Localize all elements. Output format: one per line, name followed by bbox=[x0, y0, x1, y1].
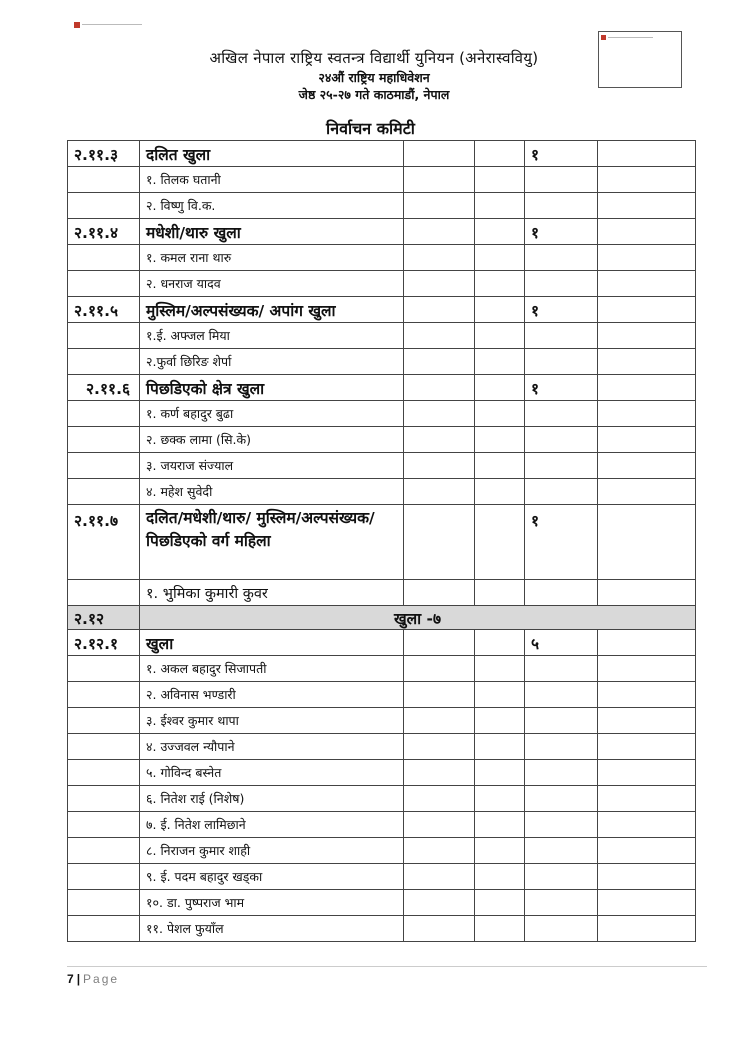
committee-title: निर्वाचन कमिटी bbox=[326, 119, 415, 138]
empty-cell bbox=[598, 656, 696, 682]
empty-cell bbox=[475, 349, 525, 375]
candidate-table-body bbox=[68, 141, 696, 942]
candidate-table bbox=[67, 140, 696, 942]
empty-cell bbox=[598, 838, 696, 864]
candidate-name: ४. उज्जवल न्यौपाने bbox=[140, 734, 404, 760]
candidate-row bbox=[68, 890, 696, 916]
empty-cell bbox=[404, 838, 475, 864]
empty-cell bbox=[475, 786, 525, 812]
empty-cell bbox=[68, 760, 140, 786]
candidate-row bbox=[68, 760, 696, 786]
category-title: पिछडिएको क्षेत्र खुला bbox=[140, 375, 404, 401]
empty-cell bbox=[525, 193, 598, 219]
candidate-name: १.ई. अफ्जल मिया bbox=[140, 323, 404, 349]
empty-cell bbox=[404, 401, 475, 427]
empty-cell bbox=[68, 916, 140, 942]
empty-cell bbox=[404, 375, 475, 401]
category-number: २.११.७ bbox=[68, 505, 140, 580]
candidate-name: ९. ई. पदम बहादुर खड्का bbox=[140, 864, 404, 890]
empty-cell bbox=[68, 580, 140, 606]
empty-cell bbox=[68, 349, 140, 375]
empty-cell bbox=[525, 580, 598, 606]
empty-cell bbox=[404, 453, 475, 479]
candidate-name: १. भुमिका कुमारी कुवर bbox=[140, 580, 404, 606]
empty-cell bbox=[475, 323, 525, 349]
empty-cell bbox=[525, 245, 598, 271]
empty-cell bbox=[598, 323, 696, 349]
category-number: २.११.३ bbox=[68, 141, 140, 167]
candidate-name: ४. महेश सुवेदी bbox=[140, 479, 404, 505]
seat-count: १ bbox=[525, 297, 598, 323]
empty-cell bbox=[598, 193, 696, 219]
empty-cell bbox=[598, 580, 696, 606]
empty-cell bbox=[475, 375, 525, 401]
candidate-name: २. अविनास भण्डारी bbox=[140, 682, 404, 708]
category-row bbox=[68, 297, 696, 323]
category-row bbox=[68, 219, 696, 245]
candidate-row bbox=[68, 708, 696, 734]
empty-cell bbox=[598, 167, 696, 193]
seat-count: १ bbox=[525, 505, 598, 580]
empty-cell bbox=[525, 760, 598, 786]
section-row bbox=[68, 606, 696, 630]
empty-cell bbox=[68, 167, 140, 193]
empty-cell bbox=[475, 916, 525, 942]
empty-cell bbox=[404, 786, 475, 812]
candidate-row bbox=[68, 401, 696, 427]
empty-cell bbox=[598, 708, 696, 734]
empty-cell bbox=[404, 760, 475, 786]
empty-cell bbox=[598, 297, 696, 323]
empty-cell bbox=[404, 245, 475, 271]
empty-cell bbox=[598, 271, 696, 297]
category-title: खुला bbox=[140, 630, 404, 656]
candidate-name: ३. जयराज संज्याल bbox=[140, 453, 404, 479]
right-logo-caption bbox=[608, 37, 653, 38]
empty-cell bbox=[475, 838, 525, 864]
candidate-row bbox=[68, 916, 696, 942]
candidate-row bbox=[68, 580, 696, 606]
empty-cell bbox=[525, 864, 598, 890]
page-footer bbox=[67, 972, 119, 986]
candidate-row bbox=[68, 734, 696, 760]
empty-cell bbox=[68, 271, 140, 297]
empty-cell bbox=[404, 193, 475, 219]
category-title: दलित खुला bbox=[140, 141, 404, 167]
empty-cell bbox=[68, 812, 140, 838]
candidate-row bbox=[68, 193, 696, 219]
empty-cell bbox=[525, 812, 598, 838]
empty-cell bbox=[525, 838, 598, 864]
empty-cell bbox=[404, 505, 475, 580]
empty-cell bbox=[598, 453, 696, 479]
seat-count: १ bbox=[525, 375, 598, 401]
empty-cell bbox=[525, 656, 598, 682]
seat-count: ५ bbox=[525, 630, 598, 656]
empty-cell bbox=[598, 141, 696, 167]
empty-cell bbox=[598, 734, 696, 760]
page-word: Page bbox=[83, 972, 120, 986]
empty-cell bbox=[525, 323, 598, 349]
seat-count: १ bbox=[525, 141, 598, 167]
empty-cell bbox=[525, 916, 598, 942]
empty-cell bbox=[68, 864, 140, 890]
section-title: खुला -७ bbox=[140, 606, 696, 630]
empty-cell bbox=[598, 812, 696, 838]
convention-date-place: जेष्ठ २५-२७ गते काठमाडौं, नेपाल bbox=[298, 87, 450, 102]
empty-cell bbox=[475, 219, 525, 245]
document-header bbox=[150, 48, 598, 103]
category-number: २.११.४ bbox=[68, 219, 140, 245]
category-title: मुस्लिम/अल्पसंख्यक/ अपांग खुला bbox=[140, 297, 404, 323]
empty-cell bbox=[525, 708, 598, 734]
category-row bbox=[68, 505, 696, 580]
empty-cell bbox=[404, 219, 475, 245]
left-logo-mark bbox=[74, 22, 80, 28]
candidate-name: २.फुर्वा छिरिङ शेर्पा bbox=[140, 349, 404, 375]
empty-cell bbox=[525, 786, 598, 812]
candidate-row bbox=[68, 427, 696, 453]
empty-cell bbox=[475, 760, 525, 786]
empty-cell bbox=[475, 630, 525, 656]
category-title: दलित/मधेशी/थारु/ मुस्लिम/अल्पसंख्यक/ पिछडिएको वर्ग महिला bbox=[140, 505, 404, 580]
candidate-name: ३. ईश्वर कुमार थापा bbox=[140, 708, 404, 734]
empty-cell bbox=[404, 682, 475, 708]
candidate-name: २. विष्णु वि.क. bbox=[140, 193, 404, 219]
candidate-name: ११. पेशल फुयाँल bbox=[140, 916, 404, 942]
empty-cell bbox=[68, 453, 140, 479]
empty-cell bbox=[475, 479, 525, 505]
empty-cell bbox=[68, 245, 140, 271]
candidate-row bbox=[68, 271, 696, 297]
empty-cell bbox=[598, 349, 696, 375]
candidate-name: ५. गोविन्द बस्नेत bbox=[140, 760, 404, 786]
empty-cell bbox=[68, 427, 140, 453]
section-number: २.१२ bbox=[68, 606, 140, 630]
empty-cell bbox=[598, 786, 696, 812]
category-number: २.१२.१ bbox=[68, 630, 140, 656]
empty-cell bbox=[68, 682, 140, 708]
right-logo-frame bbox=[598, 31, 682, 88]
candidate-name: १. अकल बहादुर सिजापती bbox=[140, 656, 404, 682]
empty-cell bbox=[475, 297, 525, 323]
union-name: अखिल नेपाल राष्ट्रिय स्वतन्त्र विद्यार्थी युनियन (अनेरास्ववियु) bbox=[209, 49, 539, 67]
candidate-row bbox=[68, 245, 696, 271]
footer-divider bbox=[67, 966, 707, 967]
empty-cell bbox=[525, 349, 598, 375]
empty-cell bbox=[475, 708, 525, 734]
candidate-row bbox=[68, 786, 696, 812]
candidate-name: १. तिलक घतानी bbox=[140, 167, 404, 193]
empty-cell bbox=[475, 682, 525, 708]
empty-cell bbox=[598, 916, 696, 942]
empty-cell bbox=[404, 323, 475, 349]
empty-cell bbox=[404, 271, 475, 297]
empty-cell bbox=[525, 890, 598, 916]
empty-cell bbox=[404, 708, 475, 734]
empty-cell bbox=[525, 453, 598, 479]
page-number: 7 bbox=[67, 972, 74, 986]
empty-cell bbox=[68, 786, 140, 812]
empty-cell bbox=[68, 401, 140, 427]
empty-cell bbox=[475, 453, 525, 479]
empty-cell bbox=[68, 479, 140, 505]
empty-cell bbox=[68, 734, 140, 760]
empty-cell bbox=[475, 580, 525, 606]
candidate-row bbox=[68, 864, 696, 890]
candidate-name: १. कर्ण बहादुर बुढा bbox=[140, 401, 404, 427]
candidate-row bbox=[68, 453, 696, 479]
empty-cell bbox=[475, 890, 525, 916]
empty-cell bbox=[404, 630, 475, 656]
empty-cell bbox=[598, 760, 696, 786]
convention-name: २४औं राष्ट्रिय महाधिवेशन bbox=[318, 70, 430, 85]
empty-cell bbox=[475, 193, 525, 219]
empty-cell bbox=[525, 734, 598, 760]
empty-cell bbox=[525, 167, 598, 193]
empty-cell bbox=[68, 193, 140, 219]
empty-cell bbox=[598, 219, 696, 245]
category-row bbox=[68, 375, 696, 401]
empty-cell bbox=[404, 890, 475, 916]
empty-cell bbox=[475, 427, 525, 453]
candidate-name: १. कमल राना थारु bbox=[140, 245, 404, 271]
candidate-name: ६. नितेश राई (निशेष) bbox=[140, 786, 404, 812]
empty-cell bbox=[404, 734, 475, 760]
candidate-name: ८. निराजन कुमार शाही bbox=[140, 838, 404, 864]
empty-cell bbox=[598, 479, 696, 505]
empty-cell bbox=[525, 427, 598, 453]
empty-cell bbox=[598, 890, 696, 916]
empty-cell bbox=[404, 656, 475, 682]
empty-cell bbox=[598, 505, 696, 580]
empty-cell bbox=[475, 245, 525, 271]
empty-cell bbox=[525, 479, 598, 505]
empty-cell bbox=[404, 427, 475, 453]
empty-cell bbox=[525, 401, 598, 427]
empty-cell bbox=[475, 734, 525, 760]
empty-cell bbox=[404, 349, 475, 375]
empty-cell bbox=[475, 812, 525, 838]
empty-cell bbox=[598, 682, 696, 708]
category-title: मधेशी/थारु खुला bbox=[140, 219, 404, 245]
right-logo-mark bbox=[601, 35, 606, 40]
empty-cell bbox=[598, 864, 696, 890]
candidate-row bbox=[68, 812, 696, 838]
category-number: २.११.६ bbox=[68, 375, 140, 401]
empty-cell bbox=[68, 890, 140, 916]
empty-cell bbox=[525, 682, 598, 708]
empty-cell bbox=[598, 427, 696, 453]
candidate-row bbox=[68, 167, 696, 193]
empty-cell bbox=[475, 401, 525, 427]
candidate-name: २. धनराज यादव bbox=[140, 271, 404, 297]
candidate-name: १०. डा. पुष्पराज भाम bbox=[140, 890, 404, 916]
empty-cell bbox=[68, 838, 140, 864]
empty-cell bbox=[404, 864, 475, 890]
empty-cell bbox=[68, 656, 140, 682]
left-logo-caption bbox=[82, 24, 142, 25]
empty-cell bbox=[598, 245, 696, 271]
candidate-name: ७. ई. नितेश लामिछाने bbox=[140, 812, 404, 838]
category-row bbox=[68, 630, 696, 656]
category-number: २.११.५ bbox=[68, 297, 140, 323]
empty-cell bbox=[68, 323, 140, 349]
empty-cell bbox=[598, 401, 696, 427]
candidate-row bbox=[68, 656, 696, 682]
empty-cell bbox=[525, 271, 598, 297]
empty-cell bbox=[404, 812, 475, 838]
empty-cell bbox=[475, 864, 525, 890]
empty-cell bbox=[404, 141, 475, 167]
candidate-row bbox=[68, 682, 696, 708]
empty-cell bbox=[404, 479, 475, 505]
empty-cell bbox=[598, 375, 696, 401]
candidate-row bbox=[68, 323, 696, 349]
candidate-row bbox=[68, 479, 696, 505]
empty-cell bbox=[475, 505, 525, 580]
empty-cell bbox=[404, 167, 475, 193]
empty-cell bbox=[404, 580, 475, 606]
empty-cell bbox=[475, 271, 525, 297]
footer-separator: | bbox=[76, 972, 81, 986]
candidate-row bbox=[68, 349, 696, 375]
candidate-name: २. छक्क लामा (सि.के) bbox=[140, 427, 404, 453]
category-row bbox=[68, 141, 696, 167]
seat-count: १ bbox=[525, 219, 598, 245]
empty-cell bbox=[68, 708, 140, 734]
empty-cell bbox=[475, 167, 525, 193]
empty-cell bbox=[475, 656, 525, 682]
candidate-row bbox=[68, 838, 696, 864]
empty-cell bbox=[475, 141, 525, 167]
empty-cell bbox=[598, 630, 696, 656]
empty-cell bbox=[404, 297, 475, 323]
empty-cell bbox=[404, 916, 475, 942]
